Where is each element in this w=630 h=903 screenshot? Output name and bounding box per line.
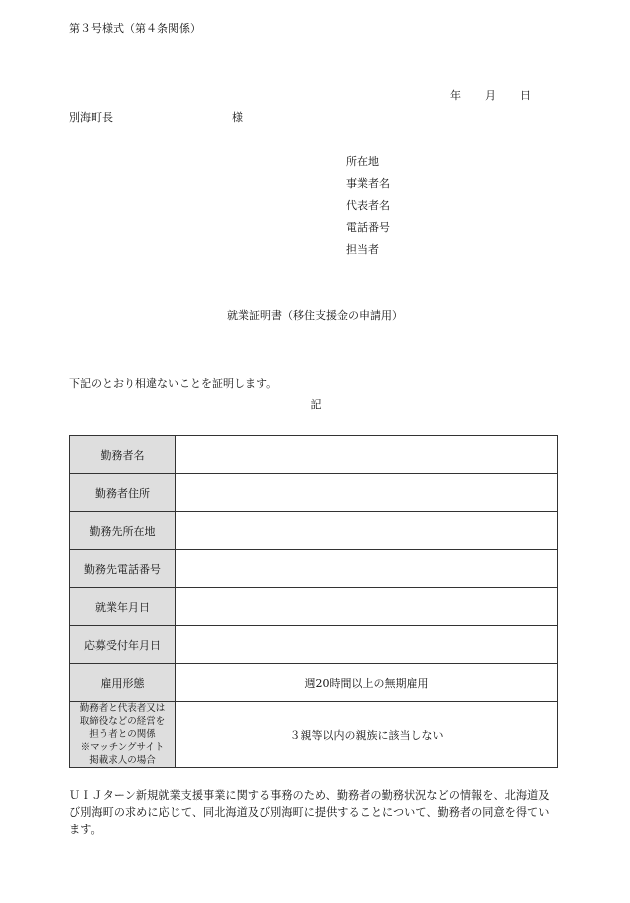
honorific: 様 — [232, 111, 243, 124]
applicant-phone-label: 電話番号 — [346, 221, 390, 234]
document-title: 就業証明書（移住支援金の申請用） — [227, 309, 403, 322]
row-label-workplace-phone: 勤務先電話番号 — [70, 550, 176, 588]
row-label-worker-name: 勤務者名 — [70, 436, 176, 474]
row-label-worker-address: 勤務者住所 — [70, 474, 176, 512]
field-relationship: ３親等以内の親族に該当しない — [176, 702, 558, 768]
field-employment-date[interactable] — [176, 588, 558, 626]
ki-marker: 記 — [310, 398, 322, 411]
certificate-table — [69, 435, 558, 768]
table-row — [70, 512, 558, 550]
field-application-date[interactable] — [176, 626, 558, 664]
applicant-address-label: 所在地 — [346, 155, 379, 168]
date-month-label: 月 — [485, 89, 496, 102]
relationship-label-line: ※マッチングサイト — [80, 742, 165, 753]
relationship-label-line: 取締役などの経営を — [79, 716, 166, 727]
table-row — [70, 588, 558, 626]
consent-notice: ＵＩＪターン新規就業支援事業に関する事務のため、勤務者の勤務状況などの情報を、北海道及び別海町の求めに応じて、同北海道及び別海町に提供することについて、勤務者の同意を得ています。 — [69, 789, 550, 836]
date-year-label: 年 — [450, 89, 461, 102]
applicant-contact-label: 担当者 — [346, 243, 379, 256]
relationship-label-line: 担う者との関係 — [89, 729, 156, 740]
field-workplace-address[interactable] — [176, 512, 558, 550]
form-number: 第３号様式（第４条関係） — [69, 22, 201, 35]
table-row — [70, 702, 558, 768]
applicant-company-label: 事業者名 — [346, 177, 390, 190]
row-label-relationship — [70, 702, 176, 768]
certification-statement: 下記のとおり相違ないことを証明します。 — [69, 377, 278, 390]
table-row — [70, 550, 558, 588]
row-label-application-date: 応募受付年月日 — [70, 626, 176, 664]
table-row — [70, 664, 558, 702]
addressee: 別海町長 — [69, 111, 113, 124]
applicant-representative-label: 代表者名 — [346, 199, 390, 212]
relationship-label-line: 掲載求人の場合 — [89, 755, 156, 766]
field-workplace-phone[interactable] — [176, 550, 558, 588]
row-label-workplace-address: 勤務先所在地 — [70, 512, 176, 550]
row-label-employment-type: 雇用形態 — [70, 664, 176, 702]
table-row — [70, 626, 558, 664]
row-label-employment-date: 就業年月日 — [70, 588, 176, 626]
field-worker-name[interactable] — [176, 436, 558, 474]
field-worker-address[interactable] — [176, 474, 558, 512]
date-day-label: 日 — [520, 89, 531, 102]
table-row — [70, 436, 558, 474]
table-row — [70, 474, 558, 512]
relationship-label-line: 勤務者と代表者又は — [79, 703, 166, 714]
field-employment-type: 週20時間以上の無期雇用 — [176, 664, 558, 702]
